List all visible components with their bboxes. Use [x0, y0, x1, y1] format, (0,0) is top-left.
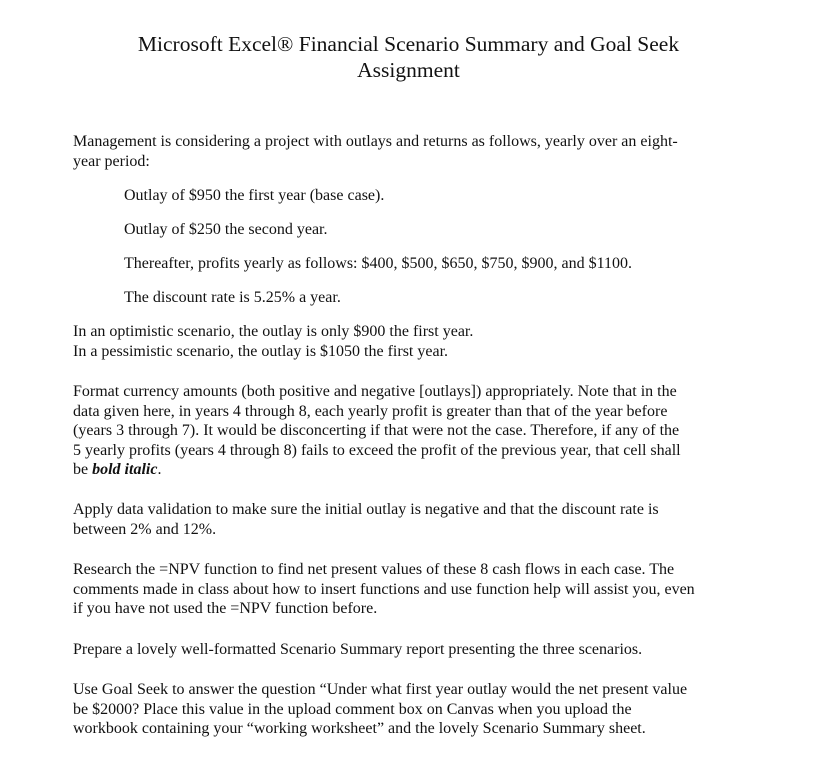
validation-paragraph [73, 500, 763, 539]
format-line-3: (years 3 through 7). It would be disconcerting if that were not the case. Therefore, if any of the [73, 422, 680, 439]
format-line-5-pre: be [73, 461, 93, 478]
title-line-2: Assignment [357, 58, 460, 82]
pessimistic-scenario: In a pessimistic scenario, the outlay is $1050 the first year. [73, 342, 449, 360]
goalseek-line-1: Use Goal Seek to answer the question “Under what first year outlay would the net present value [73, 681, 688, 698]
format-line-2: data given here, in years 4 through 8, each yearly profit is greater than that of the year before [73, 402, 668, 420]
npv-paragraph [73, 560, 763, 619]
intro-line-2: year period: [73, 152, 150, 170]
format-paragraph [73, 382, 763, 480]
list-item-discount-rate: The discount rate is 5.25% a year. [124, 289, 341, 306]
goalseek-line-2: be $2000? Place this value in the upload comment box on Canvas when you upload the [73, 700, 632, 718]
list-item-second-outlay: Outlay of $250 the second year. [124, 221, 328, 238]
list-item-profits: Thereafter, profits yearly as follows: $400, $500, $650, $750, $900, and $1100. [124, 255, 632, 272]
intro-line-1: Management is considering a project with outlays and returns as follows, yearly over an eight- [73, 133, 678, 150]
format-line-4: 5 yearly profits (years 4 through 8) fails to exceed the profit of the previous year, that cell shall [73, 441, 681, 459]
goalseek-paragraph [73, 680, 763, 739]
scenarios-paragraph [73, 322, 763, 361]
summary-paragraph: Prepare a lovely well-formatted Scenario Summary report presenting the three scenarios. [73, 641, 643, 658]
list-item-first-outlay: Outlay of $950 the first year (base case). [124, 187, 385, 204]
npv-line-1: Research the =NPV function to find net present values of these 8 cash flows in each case. The [73, 561, 675, 578]
format-line-5 [73, 460, 763, 480]
npv-line-3: if you have not used the =NPV function before. [73, 600, 378, 617]
bold-italic-text: bold italic [92, 461, 158, 478]
validation-line-2: between 2% and 12%. [73, 520, 217, 538]
npv-line-2: comments made in class about how to insert functions and use function help will assist you, even [73, 580, 695, 598]
document-title [0, 31, 817, 83]
goalseek-line-3: workbook containing your “working worksheet” and the lovely Scenario Summary sheet. [73, 720, 646, 737]
validation-line-1: Apply data validation to make sure the initial outlay is negative and that the discount rate is [73, 501, 659, 518]
format-line-1: Format currency amounts (both positive and negative [outlays]) appropriately. Note that in the [73, 383, 677, 400]
optimistic-scenario: In an optimistic scenario, the outlay is only $900 the first year. [73, 323, 474, 340]
title-line-1: Microsoft Excel® Financial Scenario Summary and Goal Seek [137, 32, 680, 56]
format-line-5-post: . [157, 461, 162, 478]
intro-paragraph [73, 132, 763, 171]
